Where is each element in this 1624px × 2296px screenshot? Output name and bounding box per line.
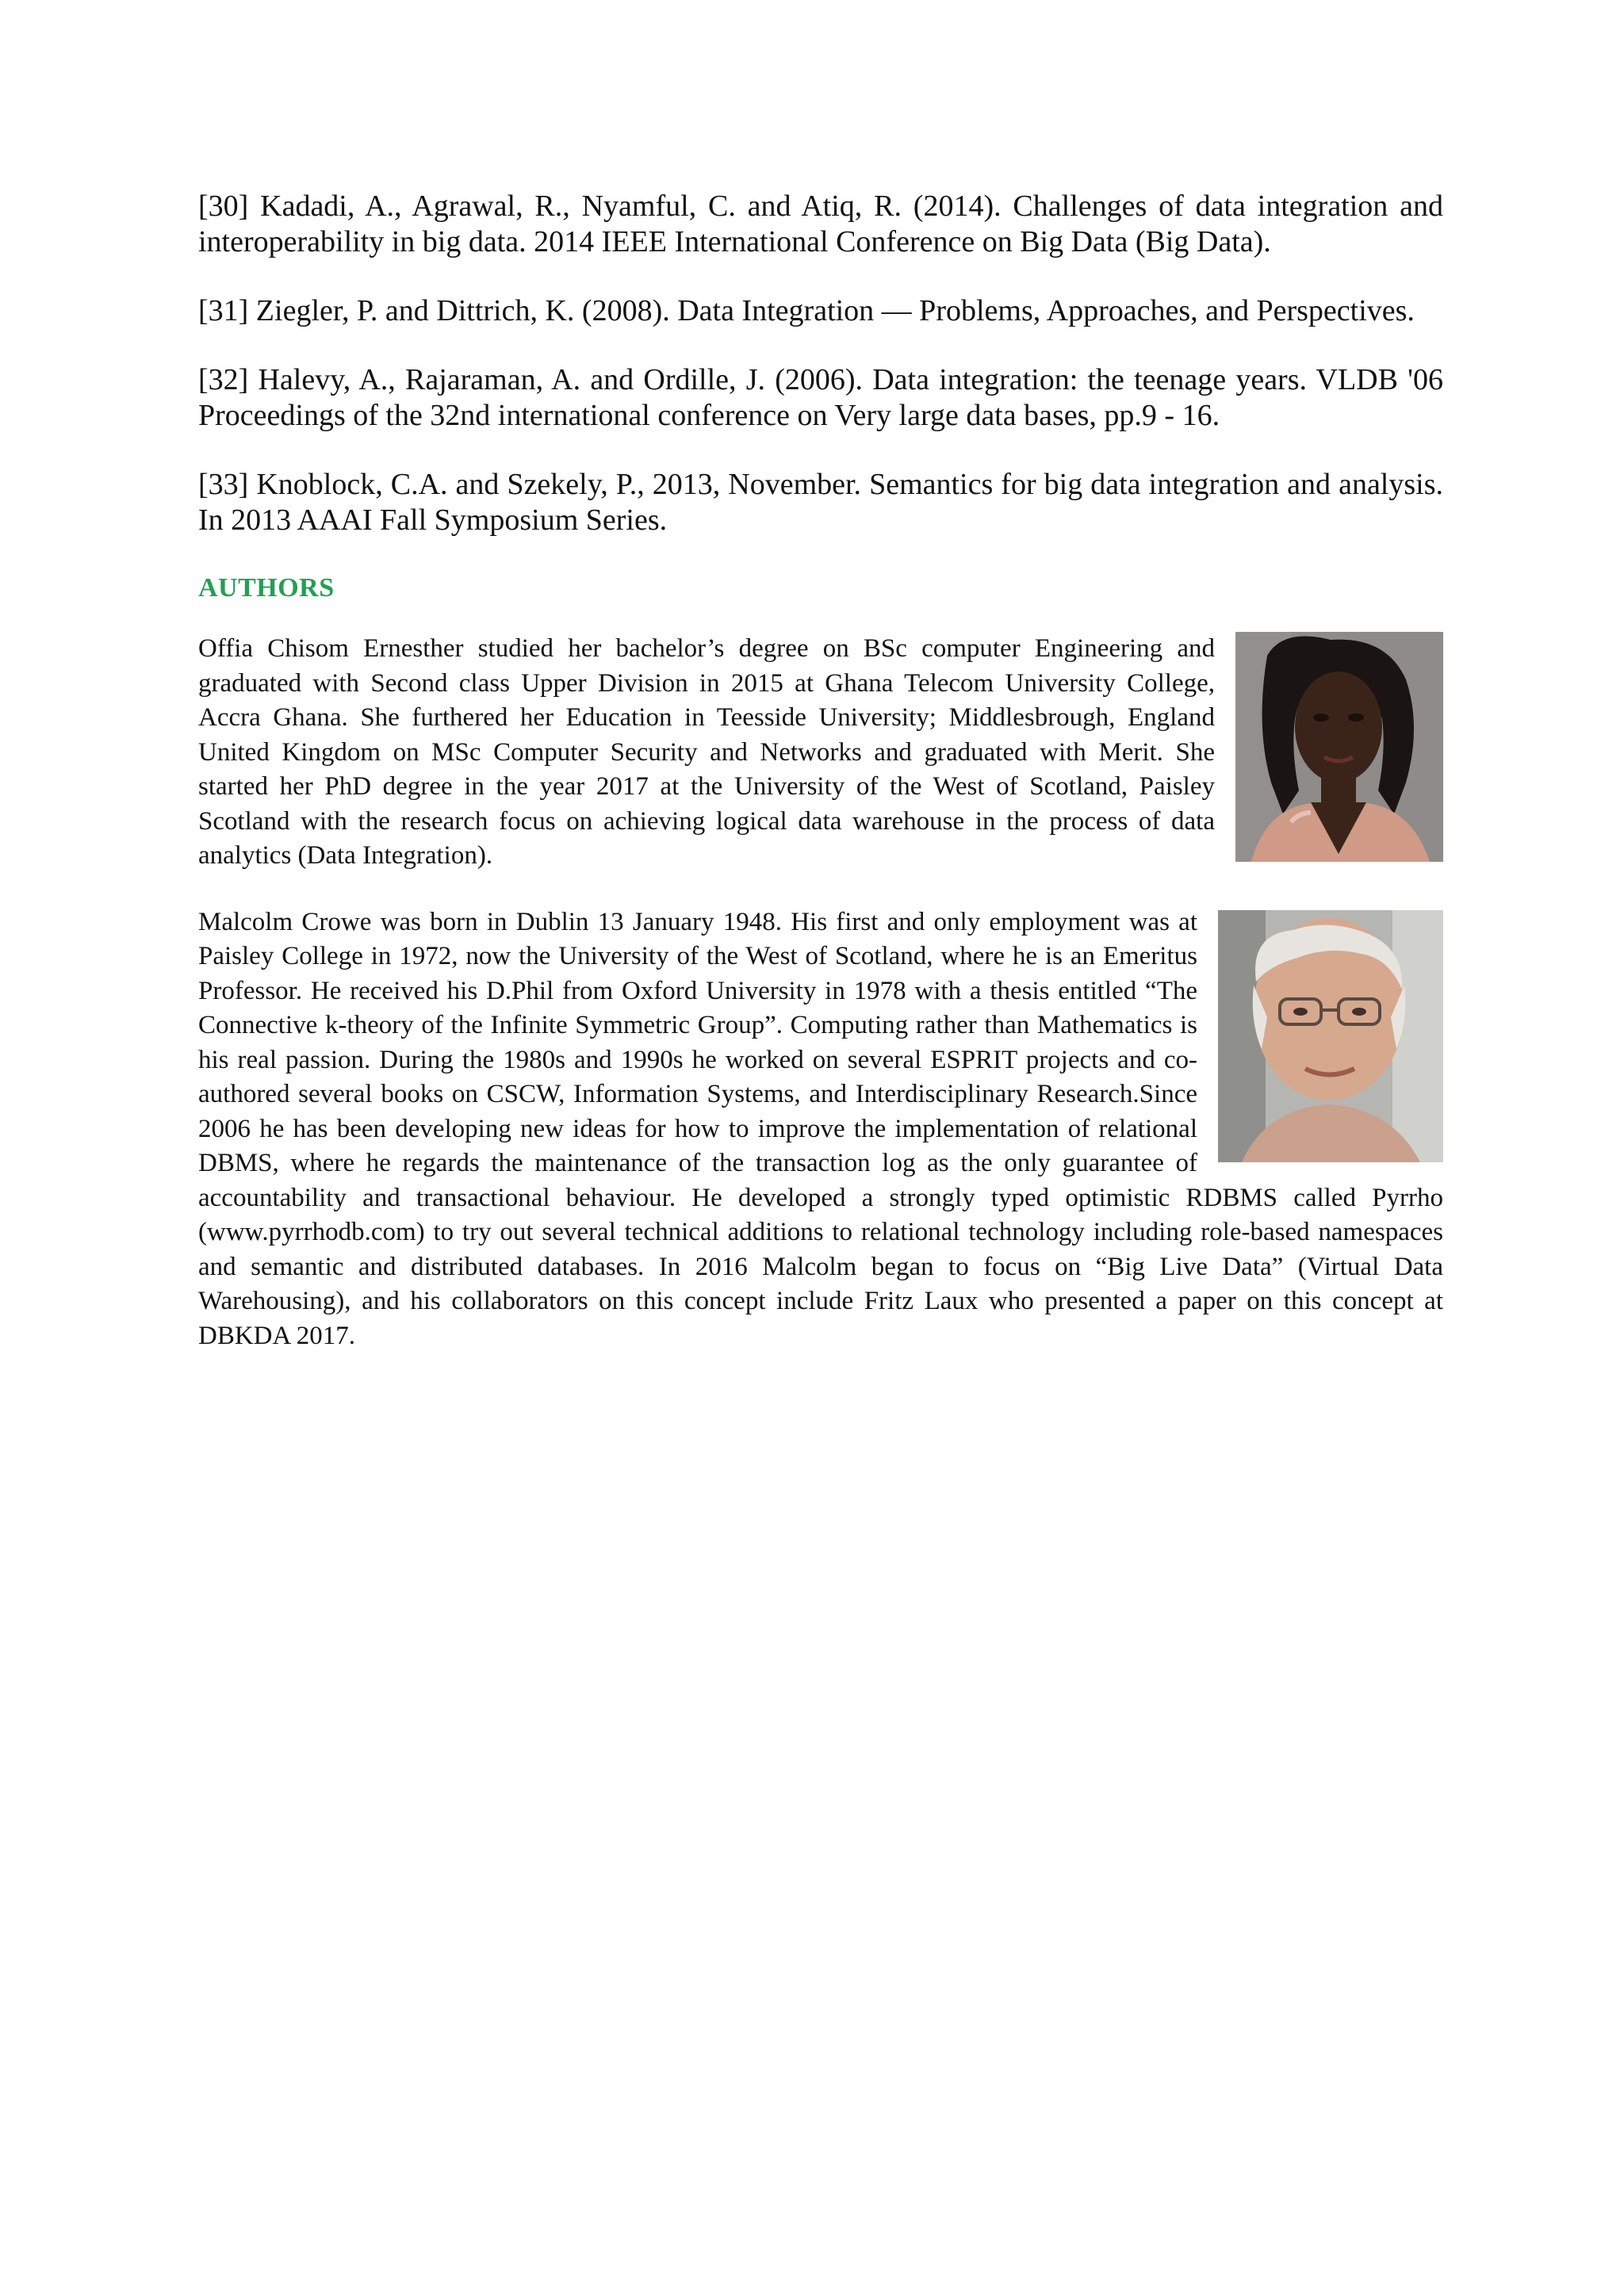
page-content <box>198 189 1443 1385</box>
author-portrait-2-image <box>1218 910 1443 1162</box>
author-portrait-1-image <box>1235 632 1443 862</box>
reference-30: [30] Kadadi, A., Agrawal, R., Nyamful, C. and Atiq, R. (2014). Challenges of data integration and interoperability in big data. 2014 IEEE International Conference on Big Data (Big Data). <box>198 189 1443 258</box>
reference-31: [31] Ziegler, P. and Dittrich, K. (2008). Data Integration — Problems, Approaches, and Perspectives. <box>198 294 1415 327</box>
authors-heading: AUTHORS <box>198 573 335 603</box>
reference-32: [32] Halevy, A., Rajaraman, A. and Ordille, J. (2006). Data integration: the teenage years. VLDB '06 Proceedings of the 32nd international conference on Very large data bases, pp.9 - 16. <box>198 363 1443 432</box>
author-photo-1 <box>1235 632 1443 862</box>
reference-33: [33] Knoblock, C.A. and Szekely, P., 2013, November. Semantics for big data integration and analysis. In 2013 AAAI Fall Symposium Series. <box>198 468 1443 537</box>
author-bio-1 <box>198 632 1443 874</box>
author-bio-2-text: Malcolm Crowe was born in Dublin 13 January 1948. His first and only employment was at Paisley College in 1972, now the University of the West of Scotland, where he is an Emeritus Professor. He received his D.Phil from Oxford University in 1978 with a thesis entitled “The Connective k-theory of the Infinite Symmetric Group”. Computing rather than Mathematics is his real passion. During the 1980s and 1990s he worked on several ESPRIT projects and co-authored several books on CSCW, Information Systems, and Interdisciplinary Research.Since 2006 he has been developing new ideas for how to improve the implementation of relational DBMS, where he regards the maintenance of the transaction log as the only guarantee of accountability and transactional behaviour. He developed a strongly typed optimistic RDBMS called Pyrrho (www.pyrrhodb.com) to try out several technical additions to relational technology including role-based namespaces and semantic and distributed databases. In 2016 Malcolm began to focus on “Big Live Data” (Virtual Data Warehousing), and his collaborators on this concept include Fritz Laux who presented a paper on this concept at DBKDA 2017. <box>198 907 1443 1350</box>
author-bio-2 <box>198 905 1443 1354</box>
author-bio-1-text: Offia Chisom Ernesther studied her bachelor’s degree on BSc computer Engineering and graduated with Second class Upper Division in 2015 at Ghana Telecom University College, Accra Ghana. She furthered her Education in Teesside University; Middlesbrough, England United Kingdom on MSc Computer Security and Networks and graduated with Merit. She started her PhD degree in the year 2017 at the University of the West of Scotland, Paisley Scotland with the research focus on achieving logical data warehouse in the process of data analytics (Data Integration). <box>198 634 1215 870</box>
author-photo-2 <box>1218 910 1443 1162</box>
